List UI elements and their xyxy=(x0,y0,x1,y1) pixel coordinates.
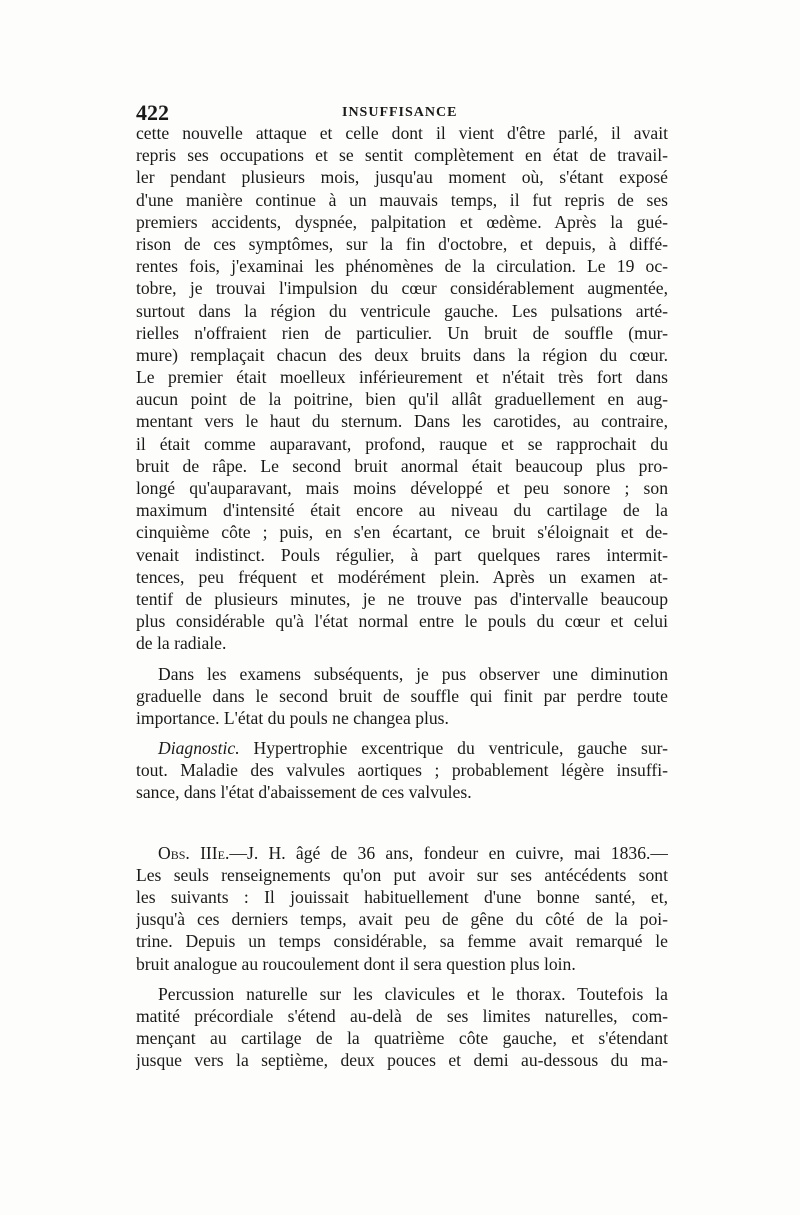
text-line: maximum d'intensité était encore au niveau du cartilage de la xyxy=(136,500,668,521)
text-line: repris ses occupations et se sentit complètement en état de travail- xyxy=(136,145,668,166)
text-line: aucun point de la poitrine, bien qu'il allât graduellement en aug- xyxy=(136,389,668,410)
text-line: premiers accidents, dyspnée, palpitation et œdème. Après la gué- xyxy=(136,211,668,232)
observation-label: Obs. IIIe. xyxy=(158,842,230,863)
text-line: tentif de plusieurs minutes, je ne trouve pas d'intervalle beaucoup xyxy=(136,588,668,609)
text-line: de la radiale. xyxy=(136,633,227,654)
text-line: rison de ces symptômes, sur la fin d'octobre, et depuis, à diffé- xyxy=(136,233,668,254)
text-line: surtout dans la région du ventricule gauche. Les pulsations arté- xyxy=(136,300,668,321)
text-line: ler pendant plusieurs mois, jusqu'au moment où, s'étant exposé xyxy=(136,167,668,188)
text-line: mentant vers le haut du sternum. Dans les carotides, au contraire, xyxy=(136,411,668,432)
text-line xyxy=(136,737,668,759)
text-line: il était comme auparavant, profond, rauque et se rapprochait du xyxy=(136,433,668,454)
text-line: les suivants : Il jouissait habituellement d'une bonne santé, et, xyxy=(136,887,668,907)
diagnostic-label: Diagnostic. xyxy=(158,738,240,759)
text-line: mençant au cartilage de la quatrième côte gauche, et s'étendant xyxy=(136,1028,668,1049)
paragraph-observation xyxy=(136,842,668,975)
paragraph-gap xyxy=(136,729,668,737)
text-line: Les seuls renseignements qu'on put avoir sur ses antécédents sont xyxy=(136,864,668,885)
text-line: Le premier était moelleux inférieurement et n'était très fort dans xyxy=(136,367,668,388)
running-head: INSUFFISANCE xyxy=(342,105,458,120)
text-line: sance, dans l'état d'abaissement de ces valvules. xyxy=(136,782,472,803)
paragraph-diagnostic xyxy=(136,737,668,804)
paragraph-1 xyxy=(136,122,668,655)
paragraph-5 xyxy=(136,983,668,1072)
text-line: matité précordiale s'étend au-delà de ses limites naturelles, com- xyxy=(136,1005,668,1026)
text-run: Hypertrophie excentrique du ventricule, gauche sur- xyxy=(239,738,668,759)
section-gap xyxy=(136,804,668,842)
text-line: tout. Maladie des valvules aortiques ; probablement légère insuffi- xyxy=(136,760,668,781)
text-line: tobre, je trouvai l'impulsion du cœur considérablement augmentée, xyxy=(136,278,668,299)
text-line: mure) remplaçait chacun des deux bruits dans la région du cœur. xyxy=(136,344,668,365)
text-line: venait indistinct. Pouls régulier, à part quelques rares intermit- xyxy=(136,544,668,565)
text-line: rentes fois, j'examinai les phénomènes de la circulation. Le 19 oc- xyxy=(136,256,668,277)
text-line: bruit de râpe. Le second bruit anormal était beaucoup plus pro- xyxy=(136,455,668,476)
paragraph-gap xyxy=(136,975,668,983)
text-line: cette nouvelle attaque et celle dont il vient d'être parlé, il avait xyxy=(136,123,668,143)
text-line: bruit analogue au roucoulement dont il sera question plus loin. xyxy=(136,953,576,974)
text-line: Dans les examens subséquents, je pus observer une diminution xyxy=(158,663,668,684)
text-run: —J. H. âgé de 36 ans, fondeur en cuivre, mai 1836.— xyxy=(229,842,668,863)
paragraph-gap xyxy=(136,655,668,663)
text-line: graduelle dans le second bruit de souffle qui finit par perdre toute xyxy=(136,685,668,706)
text-line: jusque vers la septième, deux pouces et demi au-dessous du ma- xyxy=(136,1050,668,1071)
text-line xyxy=(136,842,668,864)
text-line: d'une manière continue à un mauvais temps, il fut repris de ses xyxy=(136,189,668,210)
text-line: tences, peu fréquent et modérément plein. Après un examen at- xyxy=(136,566,668,587)
text-line: rielles n'offraient rien de particulier. Un bruit de souffle (mur- xyxy=(136,322,668,343)
text-line: Percussion naturelle sur les clavicules et le thorax. Toutefois la xyxy=(158,983,668,1004)
paragraph-2 xyxy=(136,663,668,730)
text-line: importance. L'état du pouls ne changea plus. xyxy=(136,707,449,728)
text-line: trine. Depuis un temps considérable, sa femme avait remarqué le xyxy=(136,931,668,952)
page-number: 422 xyxy=(136,100,169,125)
text-line: longé qu'auparavant, mais moins développé et peu sonore ; son xyxy=(136,478,668,498)
text-line: plus considérable qu'à l'état normal entre le pouls du cœur et celui xyxy=(136,611,668,632)
body-text xyxy=(136,122,668,1072)
text-line: jusqu'à ces derniers temps, avait peu de gêne du côté de la poi- xyxy=(136,909,668,930)
text-line: cinquième côte ; puis, en s'en écartant, ce bruit s'éloignait et de- xyxy=(136,522,668,543)
